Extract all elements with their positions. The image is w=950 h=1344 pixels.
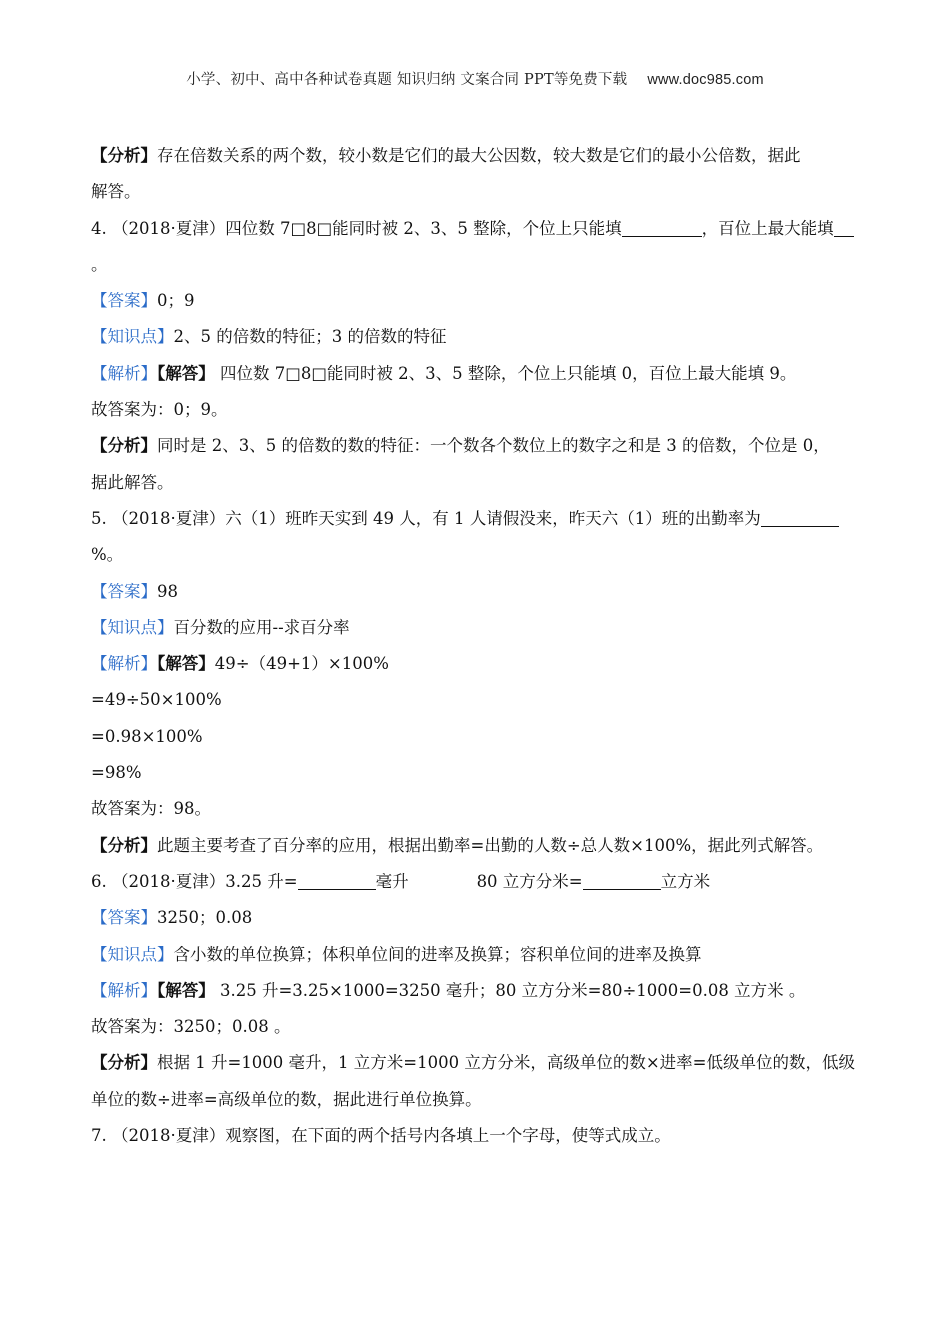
unit-text: 立方米 bbox=[660, 871, 711, 891]
knowledge-tag: 【知识点】 bbox=[91, 944, 174, 964]
q5-explanation bbox=[91, 646, 856, 682]
q4-explanation bbox=[91, 356, 856, 392]
answer-blank[interactable] bbox=[583, 869, 661, 890]
q7-stem bbox=[91, 1118, 856, 1154]
q6-explanation bbox=[91, 973, 856, 1009]
explanation-text: 49÷（49+1）×100% bbox=[214, 654, 389, 674]
analysis-tag: 【分析】 bbox=[91, 835, 157, 855]
conclusion-text: 故答案为：0；9。 bbox=[91, 400, 228, 420]
solution-tag: 【解答】 bbox=[157, 654, 215, 674]
answer-blank[interactable] bbox=[298, 869, 376, 890]
q6-analysis-line2 bbox=[91, 1082, 856, 1118]
analysis-text: 此题主要考查了百分率的应用，根据出勤率=出勤的人数÷总人数×100%，据此列式解答。 bbox=[157, 835, 824, 855]
question-text: 六（1）班昨天实到 49 人，有 1 人请假没来，昨天六（1）班的出勤率为 bbox=[225, 508, 761, 528]
analysis-text: 同时是 2、3、5 的倍数的数的特征：一个数各个数位上的数字之和是 3 的倍数，个位是 0， bbox=[157, 436, 830, 456]
question-number: 7. bbox=[91, 1126, 107, 1146]
solution-tag: 【解答】 bbox=[157, 980, 215, 1000]
q5-answer bbox=[91, 574, 856, 610]
explanation-text: 3.25 升=3.25×1000=3250 毫升；80 立方分米=80÷1000=0.08 立方米 。 bbox=[214, 980, 806, 1000]
question-text: 3.25 升= bbox=[225, 871, 298, 891]
analysis-tag: 【分析】 bbox=[91, 1053, 157, 1073]
question-number: 5. bbox=[91, 508, 107, 528]
question-text: 80 立方分米= bbox=[476, 871, 583, 891]
answer-blank[interactable] bbox=[622, 216, 702, 237]
header-text: 小学、初中、高中各种试卷真题 知识归纳 文案合同 PPT等免费下载 bbox=[186, 72, 628, 88]
q6-analysis-line1 bbox=[91, 1045, 856, 1081]
explanation-tag: 【解析】 bbox=[91, 654, 157, 674]
page-header bbox=[0, 68, 950, 89]
question-text: 观察图，在下面的两个括号内各填上一个字母，使等式成立。 bbox=[225, 1126, 671, 1146]
q4-analysis-line2 bbox=[91, 465, 856, 501]
answer-tag: 【答案】 bbox=[91, 908, 157, 928]
q4-analysis-line1 bbox=[91, 428, 856, 464]
question-source: （2018·夏津） bbox=[112, 508, 226, 528]
answer-tag: 【答案】 bbox=[91, 581, 157, 601]
knowledge-tag: 【知识点】 bbox=[91, 617, 174, 637]
calculation-step: =98% bbox=[91, 763, 142, 783]
q5-step-1 bbox=[91, 682, 856, 718]
q5-knowledge-point bbox=[91, 610, 856, 646]
q6-knowledge-point bbox=[91, 937, 856, 973]
q5-analysis bbox=[91, 828, 856, 864]
q6-stem bbox=[91, 864, 856, 900]
q4-conclusion bbox=[91, 392, 856, 428]
q4-answer bbox=[91, 283, 856, 319]
analysis-tag: 【分析】 bbox=[91, 146, 157, 165]
question-text: 。 bbox=[91, 254, 108, 274]
question-text: ，百位上最大能填 bbox=[701, 218, 834, 238]
question-source: （2018·夏津） bbox=[112, 871, 226, 891]
question-source: （2018·夏津） bbox=[112, 1126, 226, 1146]
analysis-text: 存在倍数关系的两个数，较小数是它们的最大公因数，较大数是它们的最小公倍数，据此 bbox=[157, 146, 801, 165]
q5-stem bbox=[91, 501, 856, 537]
question-text: 四位数 7□8□能同时被 2、3、5 整除，个位上只能填 bbox=[225, 218, 622, 238]
q5-step-3 bbox=[91, 755, 856, 791]
q6-conclusion bbox=[91, 1009, 856, 1045]
explanation-tag: 【解析】 bbox=[91, 363, 157, 383]
knowledge-text: 含小数的单位换算；体积单位间的进率及换算；容积单位间的进率及换算 bbox=[173, 944, 702, 964]
q5-stem-end bbox=[91, 537, 856, 573]
answer-blank[interactable] bbox=[761, 506, 839, 527]
q4-stem-end bbox=[91, 247, 856, 283]
unit-text: 毫升 bbox=[375, 871, 409, 891]
question-number: 6. bbox=[91, 871, 107, 891]
answer-text: 0；9 bbox=[157, 291, 195, 311]
calculation-step: =49÷50×100% bbox=[91, 690, 222, 710]
calculation-step: =0.98×100% bbox=[91, 726, 203, 746]
q3-analysis-line2 bbox=[91, 174, 856, 210]
explanation-text: 四位数 7□8□能同时被 2、3、5 整除，个位上只能填 0，百位上最大能填 9。 bbox=[214, 363, 797, 383]
q3-analysis-line1 bbox=[91, 138, 856, 174]
question-number: 4. bbox=[91, 218, 107, 238]
q5-step-2 bbox=[91, 719, 856, 755]
q5-conclusion bbox=[91, 791, 856, 827]
question-text: %。 bbox=[91, 545, 124, 565]
document-body bbox=[91, 138, 856, 1154]
conclusion-text: 故答案为：3250；0.08 。 bbox=[91, 1017, 291, 1037]
knowledge-text: 百分数的应用--求百分率 bbox=[173, 617, 350, 637]
conclusion-text: 故答案为：98。 bbox=[91, 799, 211, 819]
knowledge-text: 2、5 的倍数的特征；3 的倍数的特征 bbox=[173, 327, 447, 347]
analysis-text: 解答。 bbox=[91, 182, 141, 202]
analysis-text: 单位的数÷进率=高级单位的数，据此进行单位换算。 bbox=[91, 1089, 482, 1109]
answer-tag: 【答案】 bbox=[91, 291, 157, 311]
answer-blank[interactable] bbox=[834, 216, 854, 237]
question-source: （2018·夏津） bbox=[112, 218, 226, 238]
q4-knowledge-point bbox=[91, 319, 856, 355]
header-site-link[interactable]: www.doc985.com bbox=[647, 72, 764, 88]
answer-text: 98 bbox=[157, 581, 178, 601]
analysis-text: 据此解答。 bbox=[91, 472, 174, 492]
knowledge-tag: 【知识点】 bbox=[91, 327, 174, 347]
analysis-tag: 【分析】 bbox=[91, 436, 157, 456]
answer-text: 3250；0.08 bbox=[157, 908, 253, 928]
analysis-text: 根据 1 升=1000 毫升，1 立方米=1000 立方分米，高级单位的数×进率=低级单位的数，低级 bbox=[157, 1053, 856, 1073]
q6-answer bbox=[91, 900, 856, 936]
solution-tag: 【解答】 bbox=[157, 363, 215, 383]
q4-stem bbox=[91, 211, 856, 247]
explanation-tag: 【解析】 bbox=[91, 980, 157, 1000]
